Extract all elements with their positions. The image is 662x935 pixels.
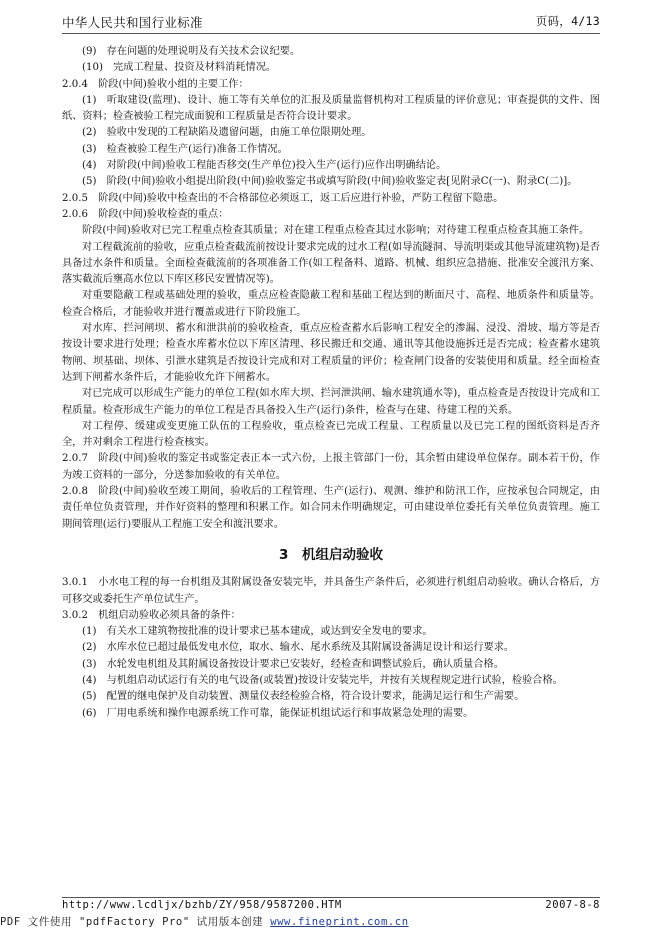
paragraph: (3) 水轮发电机组及其附属设备按设计要求已安装好，经检查和调整试验后，确认质量合格。 [82,658,504,670]
footer-date: 2007-8-8 [545,899,600,911]
paragraph: 3.0.2 机组启动验收必须具备的条件： [62,609,241,621]
paragraph: (5) 阶段(中间)验收小组提出阶段(中间)验收鉴定书或填写阶段(中间)验收鉴定表[见附录C(一)、附录C(二)]。 [82,176,578,188]
header-divider [62,33,600,34]
paragraph: 对重要隐蔽工程或基础处理的验收，重点应检查隐蔽工程和基础工程达到的断面尺寸、高程、地质条件和质量等。检查合格后，才能验收并进行覆盖或进行下阶段施工。 [62,290,600,318]
paragraph: 2.0.7 阶段(中间)验收的鉴定书或鉴定表正本一式六份，上报主管部门一份，其余暂由建设单位保存。副本若干份，作为竣工资料的一部分，分送参加验收的有关单位。 [62,453,600,481]
paragraph: (4) 与机组启动试运行有关的电气设备(或装置)按设计安装完毕，并按有关规程规定进行试验，检验合格。 [82,674,563,686]
page-header [62,13,600,35]
paragraph: (3) 检查被验工程生产(运行)准备工作情况。 [82,143,288,155]
paragraph: (1) 有关水工建筑物按批准的设计要求已基本建成，或达到安全发电的要求。 [82,626,433,638]
paragraph: (6) 厂用电系统和操作电源系统工作可靠，能保证机组试运行和事故紧急处理的需要。 [82,707,474,719]
paragraph: 对工程截流前的验收，应重点检查截流前按设计要求完成的过水工程(如导流隧洞、导流明渠或其他导流建筑物)是否具备过水条件和质量。全面检查截流前的各项准备工作(如工程备料、道路、机械、组织应急措施、批准安全渡汛方案、落实截流后壅高水位以下库区移民安置情况等)。 [62,241,600,286]
paragraph: 对工程停、缓建或变更施工队伍的工程验收，重点检查已完成工程量、工程质量以及已完工程的图纸资料是否齐全，并对剩余工程进行检查核实。 [62,420,600,449]
paragraph: (9) 存在问题的处理说明及有关技术会议纪要。 [82,46,301,57]
paragraph: 2.0.8 阶段(中间)验收至竣工期间，验收后的工程管理、生产(运行)、观测、维护和防汛工作，应按承包合同规定，由责任单位负责管理，并作好资料的整理和积累工作。如合同未作明确规定，可由建设单位委托有关单位负责管理。施工期间管理(运行)要服从工程施工安全和渡汛要求。 [62,486,600,530]
paragraph: (5) 配置的继电保护及自动装置、测量仪表经检验合格，符合设计要求，能满足运行和生产需要。 [82,691,525,703]
paragraph: (2) 验收中发现的工程缺陷及遗留问题，由施工单位限期处理。 [82,127,372,139]
pdf-note-link[interactable]: www.fineprint.com.cn [270,916,409,928]
paragraph: 2.0.4 阶段(中间)验收小组的主要工作： [62,78,249,90]
paragraph: 阶段(中间)验收对已完工程重点检查其质量；对在建工程重点检查其过水影响；对待建工程重点检查其施工条件。 [82,225,590,237]
footer-divider [62,897,600,898]
paragraph: 2.0.6 阶段(中间)验收检查的重点： [62,208,229,220]
footer-url: http://www.lcdljx/bzhb/ZY/958/9587200.HTM [62,899,342,911]
paragraph: (2) 水库水位已超过最低发电水位，取水、输水、尾水系统及其附属设备满足设计和运行要求。 [82,642,515,654]
paragraph: (1) 听取建设(监理)、设计、施工等有关单位的汇报及质量监督机构对工程质量的评价意见；审查提供的文件、图纸、资料；检查被验工程完成面貌和工程质量是否符合设计要求。 [62,94,600,123]
paragraph: (10) 完成工程量、投资及材料消耗情况。 [82,62,277,74]
header-title: 中华人民共和国行业标准 [62,15,203,30]
paragraph: 3.0.1 小水电工程的每一台机组及其附属设备安装完毕，并具备生产条件后，必须进行机组启动验收。确认合格后，方可移交或委托生产单位试生产。 [62,577,600,605]
pdf-note-text: PDF 文件使用 "pdfFactory Pro" 试用版本创建 [0,916,271,928]
paragraph: 对已完成可以形成生产能力的单位工程(如水库大坝、拦河泄洪闸、输水建筑通水等)，重点检查是否按设计完成和工程质量。检查形成生产能力的单位工程是否具备投入生产(运行)条件，检查与在建、待建工程的关系。 [62,388,600,416]
paragraph: 2.0.5 阶段(中间)验收中检查出的不合格部位必须返工，返工后应进行补验，严防工程留下隐患。 [62,192,504,204]
page-number: 页码，4/13 [535,14,600,28]
document-body [62,44,600,722]
paragraph: 对水库、拦河闸坝、蓄水和泄洪前的验收检查，重点应检查蓄水后影响工程安全的渗漏、浸没、滑坡、塌方等是否按设计要求进行处理；检查水库蓄水位以下库区清理、移民搬迁和交通、通讯等其他设施拆迁是否完成；检查蓄水建筑物闸、坝基础、坝体、引泄水建筑是否按设计完成和对工程质量的评价；检查闸门设备的安装使用和质量。经全面检查达到下闸蓄水条件后，才能验收允许下闸蓄水。 [62,323,600,383]
section-title: 3 机组启动验收 [279,546,383,563]
pdf-watermark-note [0,914,662,929]
paragraph: (4) 对阶段(中间)验收工程能否移交(生产单位)投入生产(运行)应作出明确结论。 [82,160,447,172]
